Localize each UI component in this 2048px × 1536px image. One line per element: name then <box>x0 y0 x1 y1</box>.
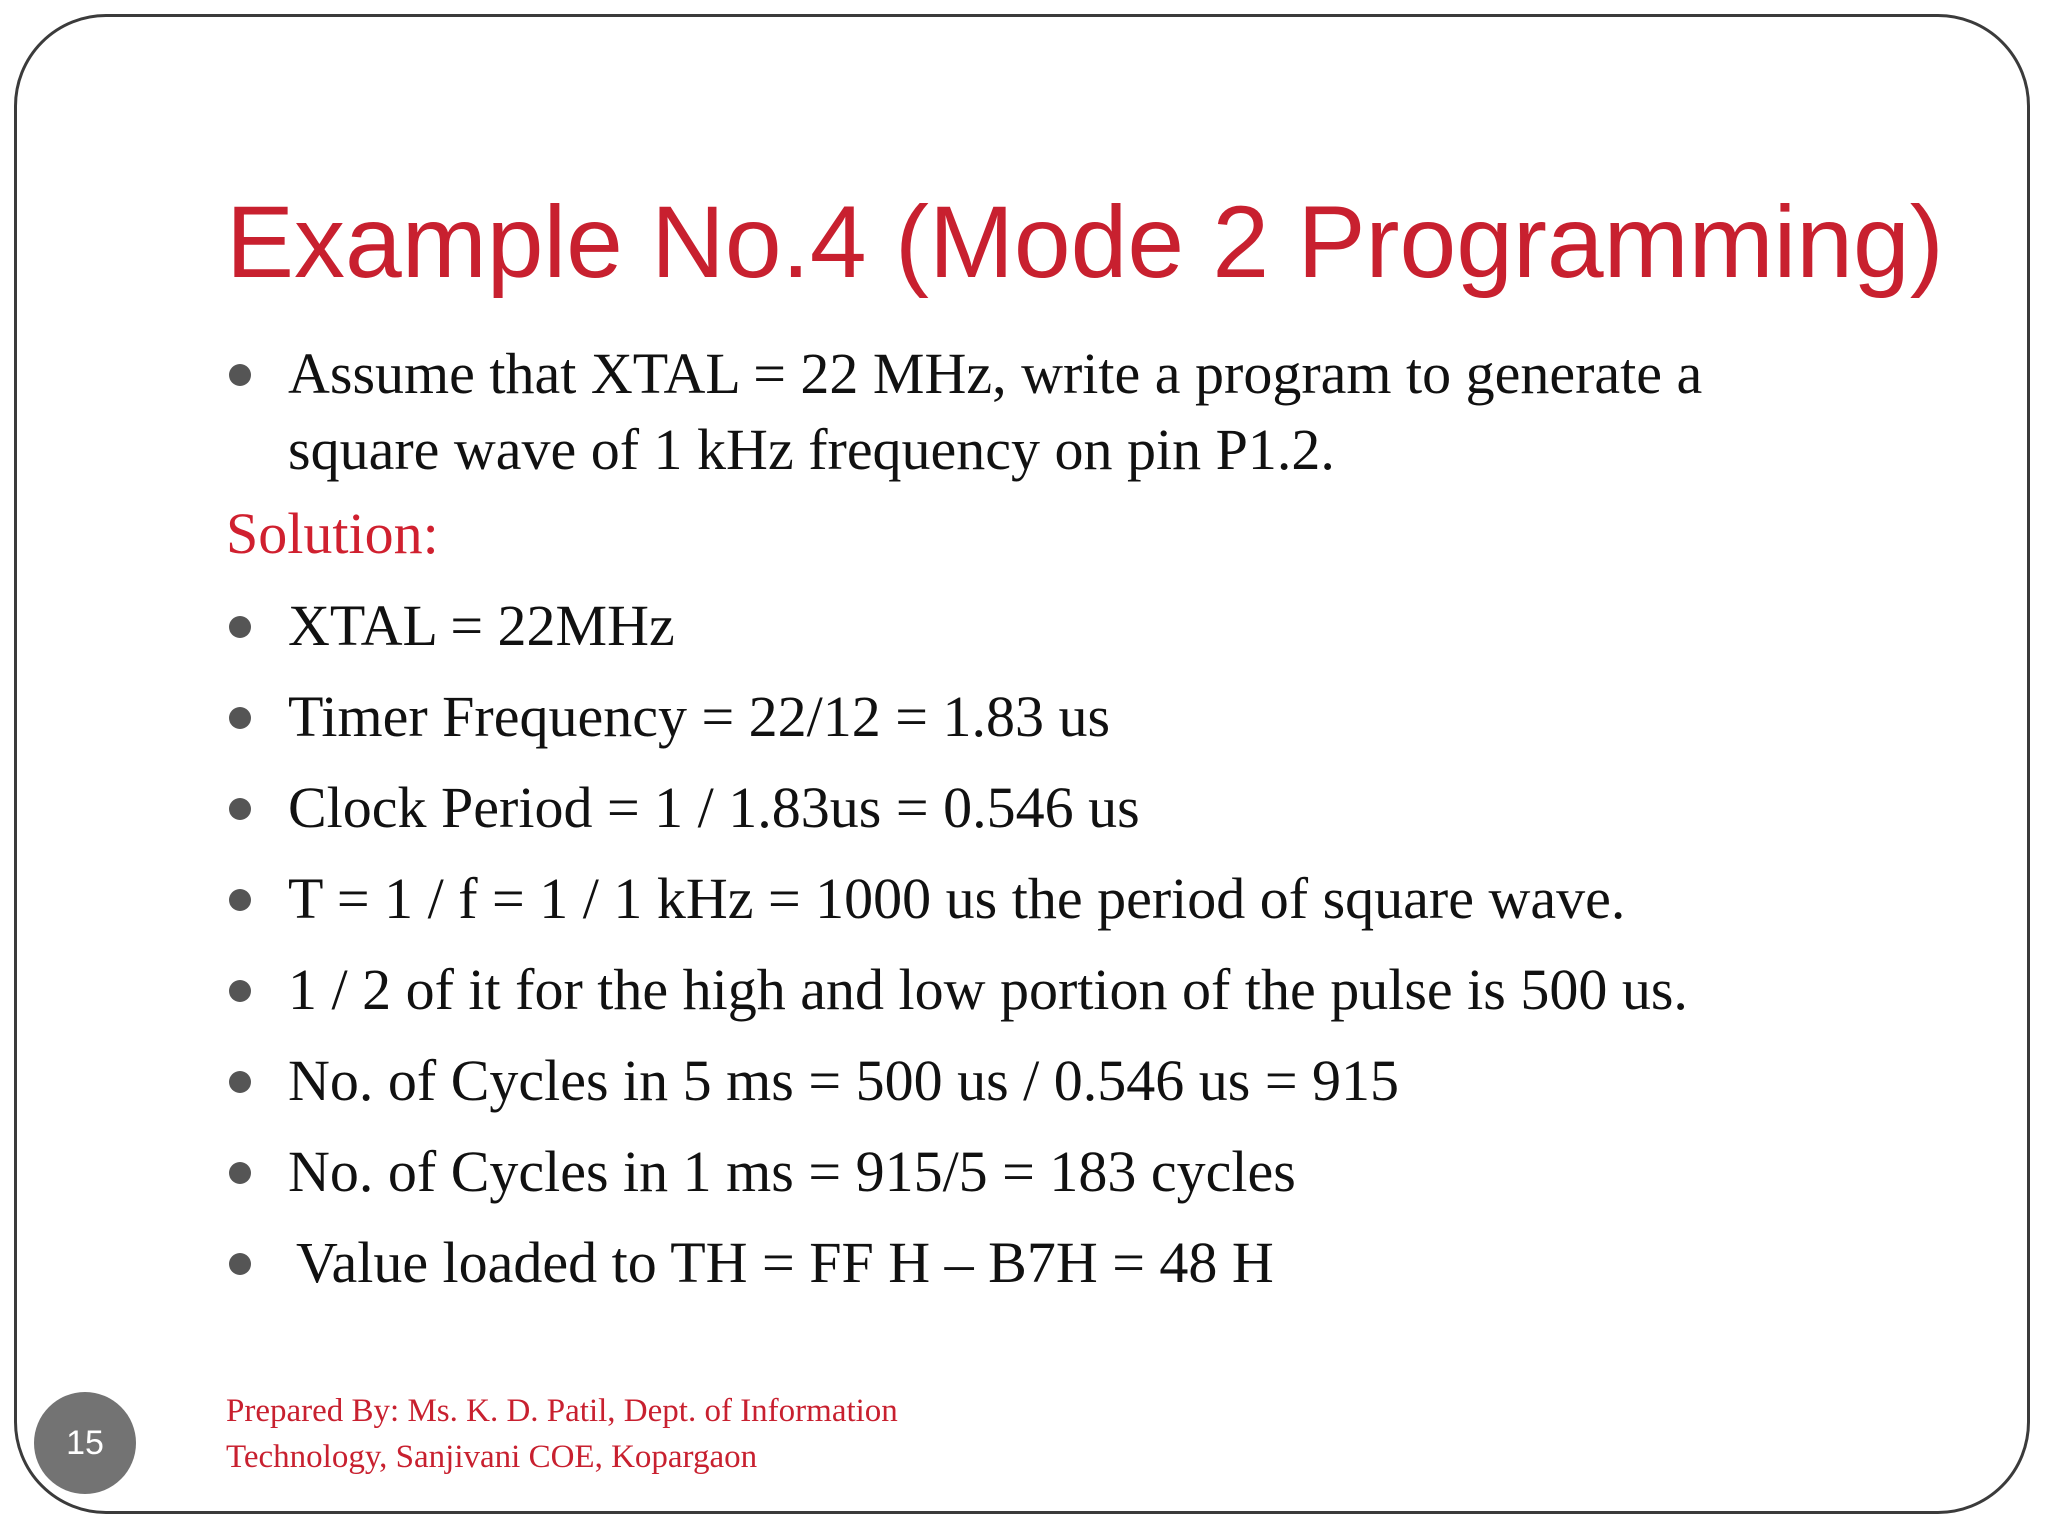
step-text: Clock Period = 1 / 1.83us = 0.546 us <box>288 775 1140 840</box>
bullet-dot-icon <box>229 1162 251 1184</box>
bullet-dot-icon <box>229 616 251 638</box>
step-text: Value loaded to TH = FF H – B7H = 48 H <box>296 1230 1274 1295</box>
step-text: XTAL = 22MHz <box>288 593 675 658</box>
footer-credit <box>226 1388 986 1480</box>
step-text: T = 1 / f = 1 / 1 kHz = 1000 us the period of square wave. <box>288 866 1626 931</box>
step-text: No. of Cycles in 5 ms = 500 us / 0.546 us = 915 <box>288 1048 1400 1113</box>
bullet-dot-icon <box>229 1253 251 1275</box>
intro-line-2: square wave of 1 kHz frequency on pin P1.2. <box>288 417 1335 482</box>
slide-number-badge: 15 <box>34 1392 136 1494</box>
bullet-dot-icon <box>229 798 251 820</box>
bullet-dot-icon <box>229 889 251 911</box>
step-text: 1 / 2 of it for the high and low portion of the pulse is 500 us. <box>288 957 1688 1022</box>
bullet-dot-icon <box>229 980 251 1002</box>
solution-label: Solution: <box>226 501 439 566</box>
credit-line-2: Technology, Sanjivani COE, Kopargaon <box>226 1439 758 1475</box>
step-text: Timer Frequency = 22/12 = 1.83 us <box>288 684 1111 749</box>
slide-title: Example No.4 (Mode 2 Programming) <box>226 185 1944 299</box>
credit-line-1: Prepared By: Ms. K. D. Patil, Dept. of Information <box>226 1393 898 1429</box>
bullet-dot-icon <box>229 1071 251 1093</box>
bullet-dot-icon <box>229 707 251 729</box>
step-text: No. of Cycles in 1 ms = 915/5 = 183 cycles <box>288 1139 1296 1204</box>
intro-line-1: Assume that XTAL = 22 MHz, write a program to generate a <box>288 341 1703 406</box>
bullet-dot-icon <box>229 364 251 386</box>
